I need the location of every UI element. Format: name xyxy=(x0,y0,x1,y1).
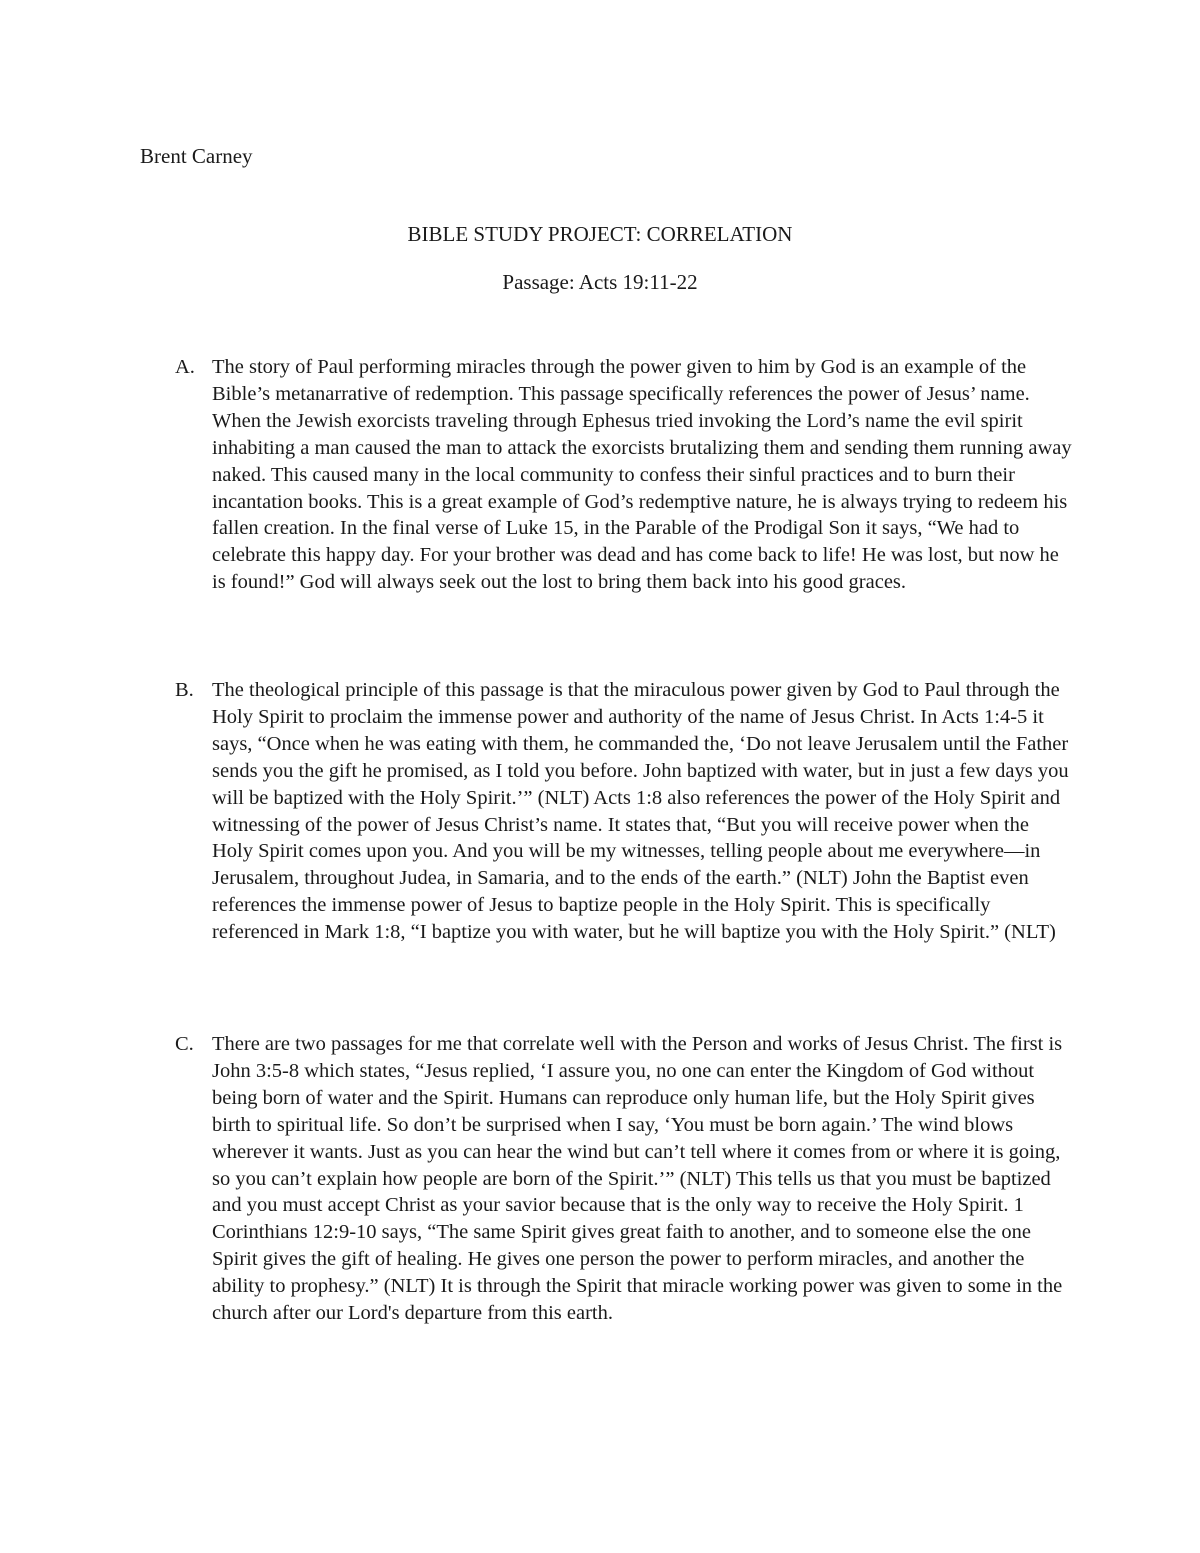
list-item-a xyxy=(175,354,1075,596)
author-name: Brent Carney xyxy=(140,144,253,168)
list-marker: B. xyxy=(175,679,194,701)
list-marker: A. xyxy=(175,356,195,378)
list-item-c xyxy=(175,1031,1075,1327)
document-title: BIBLE STUDY PROJECT: CORRELATION xyxy=(407,222,793,246)
list-marker: C. xyxy=(175,1033,194,1055)
list-item-text: The theological principle of this passage is that the miraculous power given by God to Paul through the Holy Spirit to proclaim the immense power and authority of the name of Jesus Christ. In Acts 1:4-5 it says, “Once when he was eating with them, he commanded the, ‘Do not leave Jerusalem until the Father sends you the gift he promised, as I told you before. John baptized with water, but in just a few days you will be baptized with the Holy Spirit.’” (NLT) Acts 1:8 also references the power of the Holy Spirit and witnessing of the power of Jesus Christ’s name. It states that, “But you will receive power when the Holy Spirit comes upon you. And you will be my witnesses, telling people about me everywhere—in Jerusalem, throughout Judea, in Samaria, and to the ends of the earth.” (NLT) John the Baptist even references the immense power of Jesus to baptize people in the Holy Spirit. This is specifically referenced in Mark 1:8, “I baptize you with water, but he will baptize you with the Holy Spirit.” (NLT) xyxy=(212,679,1069,944)
list-item-text: The story of Paul performing miracles through the power given to him by God is an example of the Bible’s metanarrative of redemption. This passage specifically references the power of Jesus’ name. When the Jewish exorcists traveling through Ephesus tried invoking the Lord’s name the evil spirit inhabiting a man caused the man to attack the exorcists brutalizing them and sending them running away naked. This caused many in the local community to confess their sinful practices and to burn their incantation books. This is a great example of God’s redemptive nature, he is always trying to redeem his fallen creation. In the final verse of Luke 15, in the Parable of the Prodigal Son it says, “We had to celebrate this happy day. For your brother was dead and has come back to life! He was lost, but now he is found!” God will always seek out the lost to bring them back into his good graces. xyxy=(212,356,1072,594)
list-item-text: There are two passages for me that correlate well with the Person and works of Jesus Christ. The first is John 3:5-8 which states, “Jesus replied, ‘I assure you, no one can enter the Kingdom of God without being born of water and the Spirit. Humans can reproduce only human life, but the Holy Spirit gives birth to spiritual life. So don’t be surprised when I say, ‘You must be born again.’ The wind blows wherever it wants. Just as you can hear the wind but can’t tell where it comes from or where it is going, so you can’t explain how people are born of the Spirit.’” (NLT) This tells us that you must be baptized and you must accept Christ as your savior because that is the only way to receive the Holy Spirit. 1 Corinthians 12:9-10 says, “The same Spirit gives great faith to another, and to someone else the one Spirit gives the gift of healing. He gives one person the power to perform miracles, and another the ability to prophesy.” (NLT) It is through the Spirit that miracle working power was given to some in the church after our Lord's departure from this earth. xyxy=(212,1033,1063,1325)
passage-reference: Passage: Acts 19:11-22 xyxy=(502,270,698,294)
list-item-b xyxy=(175,677,1075,946)
